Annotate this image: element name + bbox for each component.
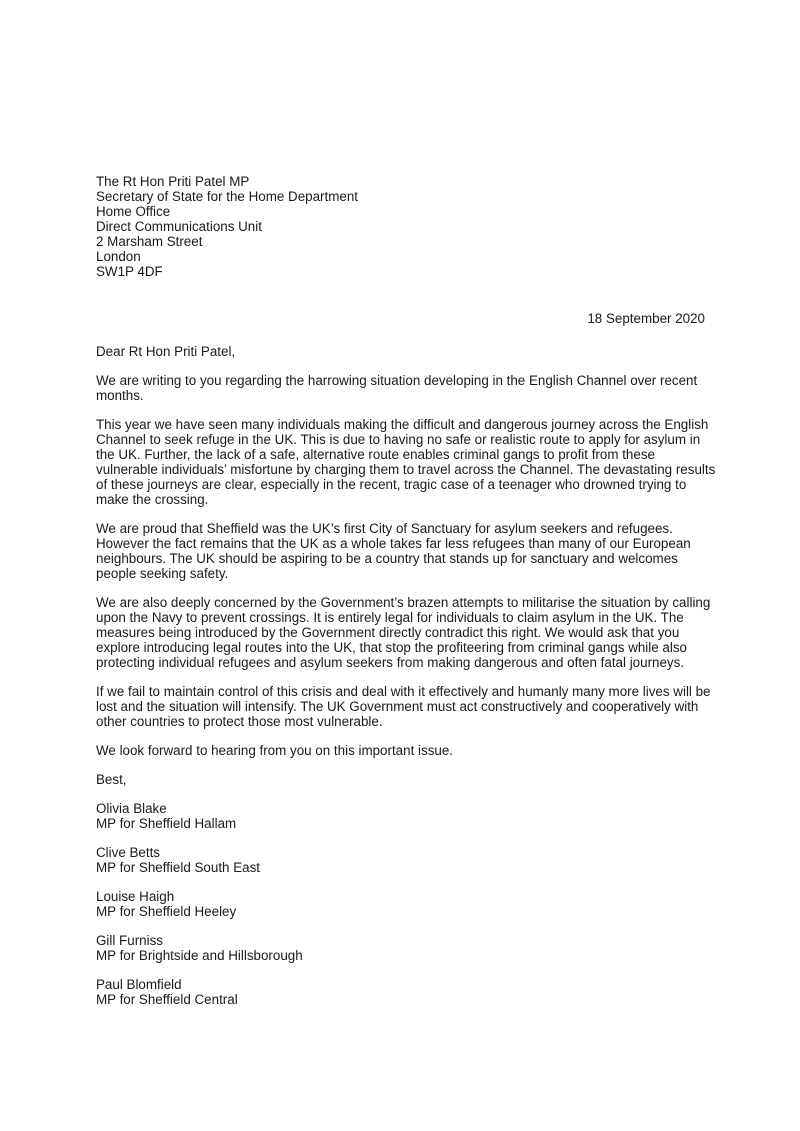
signatory-role: MP for Sheffield South East — [96, 860, 261, 875]
signatory-name: Olivia Blake — [96, 801, 167, 816]
recipient-city: London — [96, 249, 141, 264]
signatory-role: MP for Brightside and Hillsborough — [96, 948, 303, 963]
recipient-department: Home Office — [96, 204, 171, 219]
signatory-role: MP for Sheffield Heeley — [96, 904, 237, 919]
signatory-block — [96, 801, 716, 831]
paragraph-3: We are proud that Sheffield was the UK’s first City of Sanctuary for asylum seekers and refugees. However the fact remains that the UK as a whole takes far less refugees than many of our European neighbours. The UK should be aspiring to be a country that stands up for sanctuary and welcomes people seeking safety. — [96, 521, 691, 581]
paragraph-2: This year we have seen many individuals making the difficult and dangerous journey across the English Channel to seek refuge in the UK. This is due to having no safe or realistic route to apply for asylum in the UK. Further, the lack of a safe, alternative route enables criminal gangs to profit from these vulnerable individuals’ misfortune by charging them to travel across the Channel. The devastating results of these journeys are clear, especially in the recent, tragic case of a teenager who drowned trying to make the crossing. — [96, 417, 716, 507]
sign-off: Best, — [96, 772, 127, 787]
signatory-name: Paul Blomfield — [96, 977, 182, 992]
recipient-title: Secretary of State for the Home Department — [96, 189, 358, 204]
signatory-block — [96, 845, 716, 875]
letter-date: 18 September 2020 — [587, 311, 705, 326]
recipient-name: The Rt Hon Priti Patel MP — [96, 174, 250, 189]
paragraph-1: We are writing to you regarding the harrowing situation developing in the English Channel over recent months. — [96, 373, 698, 403]
signatory-block — [96, 977, 716, 1007]
paragraph-6: We look forward to hearing from you on this important issue. — [96, 743, 454, 758]
signatory-name: Clive Betts — [96, 845, 160, 860]
signatory-block — [96, 933, 716, 963]
recipient-postcode: SW1P 4DF — [96, 264, 163, 279]
signatory-name: Gill Furniss — [96, 933, 163, 948]
letter-body — [96, 344, 716, 1021]
recipient-address — [96, 174, 696, 279]
signatory-name: Louise Haigh — [96, 889, 175, 904]
recipient-unit: Direct Communications Unit — [96, 219, 262, 234]
signatory-role: MP for Sheffield Central — [96, 992, 238, 1007]
signatory-block — [96, 889, 716, 919]
paragraph-5: If we fail to maintain control of this crisis and deal with it effectively and humanly many more lives will be lost and the situation will intensify. The UK Government must act constructively and cooperatively with other countries to protect those most vulnerable. — [96, 684, 711, 729]
recipient-street: 2 Marsham Street — [96, 234, 203, 249]
salutation: Dear Rt Hon Priti Patel, — [96, 344, 236, 359]
signatory-role: MP for Sheffield Hallam — [96, 816, 237, 831]
paragraph-4: We are also deeply concerned by the Government’s brazen attempts to militarise the situation by calling upon the Navy to prevent crossings. It is entirely legal for individuals to claim asylum in the UK. The measures being introduced by the Government directly contradict this right. We would ask that you explore introducing legal routes into the UK, that stop the profiteering from criminal gangs while also protecting individual refugees and asylum seekers from making dangerous and often fatal journeys. — [96, 595, 711, 670]
